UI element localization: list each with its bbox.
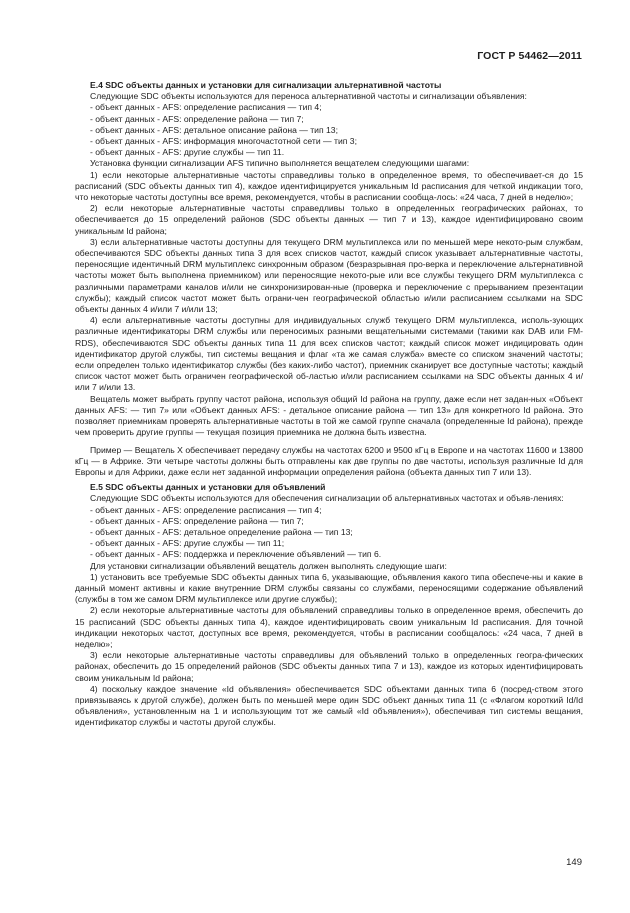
- section-e4-intro: Следующие SDC объекты используются для переноса альтернативной частоты и сигнализации объявления:: [90, 91, 527, 102]
- page-number: 149: [566, 857, 582, 868]
- list-item: - объект данных - AFS: определение расписания — тип 4;: [90, 504, 322, 515]
- list-item: - объект данных - AFS: определение района — тип 7;: [90, 113, 304, 124]
- list-item: - объект данных - AFS: детальное определение района — тип 13;: [90, 526, 353, 537]
- section-e5-steps-intro: Для установки сигнализации объявлений вещатель должен выполнять следующие шаги:: [90, 560, 447, 571]
- page-body: [75, 79, 583, 729]
- list-item: - объект данных - AFS: другие службы — тип 11;: [90, 538, 285, 549]
- step-paragraph: 1) установить все требуемые SDC объекты данных типа 6, указывающие, объявления какого типа обеспече-ны и какие в данный момент активны и какие внутренние DRM службы связаны со службами, переносящими содержание объявлений (службы в том же самом DRM мультиплексе или другие службы);: [75, 571, 583, 605]
- list-item: - объект данных - AFS: информация многочастотной сети — тип 3;: [90, 136, 357, 147]
- step-paragraph: 2) если некоторые альтернативные частоты справедливы только в определенных географических районах, то обеспечивается до 15 определений районов (SDC объекты данных — тип 7 и 13), каждое идентифицировано своим уникальным Id района;: [75, 203, 583, 236]
- step-paragraph: 3) если некоторые альтернативные частоты справедливы для объявлений только в определенных геогра-фических районах, обеспечить до 15 определений районов (SDC объекты данных типа 7 и 13), каждое из которых идентифицировать своим уникальным Id района;: [75, 650, 583, 683]
- standard-number: ГОСТ Р 54462—2011: [477, 50, 582, 62]
- section-e5-heading: Е.5 SDC объекты данных и установки для объявлений: [90, 482, 326, 493]
- step-paragraph: 4) если альтернативные частоты доступны для индивидуальных служб текущего DRM мультиплекса, исполь-зующих различные идентификаторы DRM службы или переносимых разными вещательными системами (такими как DAB или FM-RDS), обеспечиваются SDC объекты данных типа 11 для всех списков частот; каждый список может индицировать один идентификатор другой службы, тип системы вещания и флаг «та же самая служба» вместе со списком значений частоты; если определен только идентификатор службы (без каких-либо частот), приемник сканирует все доступные частоты; каждый список частот может быть ограничен географической об-ластью и/или расписанием ссылками на SDC объекты данных 4 и/или 7 и/или 13.: [75, 315, 583, 393]
- list-item: - объект данных - AFS: другие службы — тип 11.: [90, 147, 285, 158]
- step-paragraph: 3) если альтернативные частоты доступны для текущего DRM мультиплекса или по меньшей мере некото-рым службам, обеспечиваются SDC объекты данных типа 3 для всех списков частот, каждый список указывает альтернативные частоты, переносящие идентичный DRM мультиплекс синхронным образом (безразрывная про-верка и переключение альтернативной частоты может быть выполнена приемником) или переносящие некото-рые или все службы текущего DRM мультиплекса с различными параметрами каналов и/или не синхронизирован-ные (проверка и переключение с прерыванием презентации службы); каждый список частот может быть ограни-чен географической областью и/или расписанием ссылками на SDC объекты данных 4 и/или 7 и/или 13;: [75, 236, 583, 315]
- list-item: - объект данных - AFS: определение района — тип 7;: [90, 515, 304, 526]
- list-item: - объект данных - AFS: поддержка и переключение объявлений — тип 6.: [90, 549, 382, 560]
- list-item: - объект данных - AFS: определение расписания — тип 4;: [90, 102, 322, 113]
- example-paragraph: Пример — Вещатель X обеспечивает передачу службы на частотах 6200 и 9500 кГц в Европе и на частотах 11600 и 13800 кГц — в Африке. Эти четыре частоты должны быть отправлены как две группы по две частоты, используя различные Id для Европы и для Африки, даже если нет заданной информации определения района (объекта данных тип 7 или 13).: [75, 444, 583, 477]
- group-paragraph: Вещатель может выбрать группу частот района, используя общий Id района на группу, даже если нет задан-ных «Объект данных AFS: — тип 7» или «Объект данных AFS: - детальное описание района — тип 13» для конкретного Id района. Это позволяет приемникам проверять альтернативные частоты в той же самой группе сначала (определенные Id района), прежде чем проверить другие группы — текущая позиция приемника не должна быть известна.: [75, 393, 583, 438]
- section-e5-intro: Следующие SDC объекты используются для обеспечения сигнализации об альтернативных частотах и объяв-лениях:: [90, 493, 564, 504]
- step-paragraph: 2) если некоторые альтернативные частоты для объявлений справедливы только в определенное время, обеспечить до 15 расписаний (SDC объекты данных типа 4), каждое идентифицировать своим уникальным Id расписания. Для точной индикации некоторых частот, доступных все время, рекомендуется, чтобы в расписании сообщалось: «24 часа, 7 дней в неделю»;: [75, 605, 583, 649]
- list-item: - объект данных - AFS: детальное описание района — тип 13;: [90, 124, 338, 135]
- section-e4-steps-intro: Установка функции сигнализации AFS типично выполняется вещателем следующими шагами:: [90, 158, 470, 169]
- section-e4-heading: Е.4 SDC объекты данных и установки для сигнализации альтернативной частоты: [90, 80, 442, 90]
- step-paragraph: 4) поскольку каждое значение «Id объявления» обеспечивается SDC объектами данных типа 6 (посред-ством этого привязываясь к другой службе), должен быть по меньшей мере один SDC объект данных типа 11 (с «Флагом короткий Id/Id объявления», установленным на 1 и использующим тот же самый «Id объявления»), обеспечивая тип системы вещания, идентификатор службы и частоты другой службы.: [75, 683, 583, 728]
- step-paragraph: 1) если некоторые альтернативные частоты справедливы только в определенное время, то обеспечивает-ся до 15 расписаний (SDC объекты данных тип 4), каждое идентифицируется уникальным Id расписания для четкой индикации того, что некоторые частоты доступны все время, рекомендуется, чтобы в расписании сообща-лось: «24 часа, 7 дней в неделю»;: [75, 169, 583, 203]
